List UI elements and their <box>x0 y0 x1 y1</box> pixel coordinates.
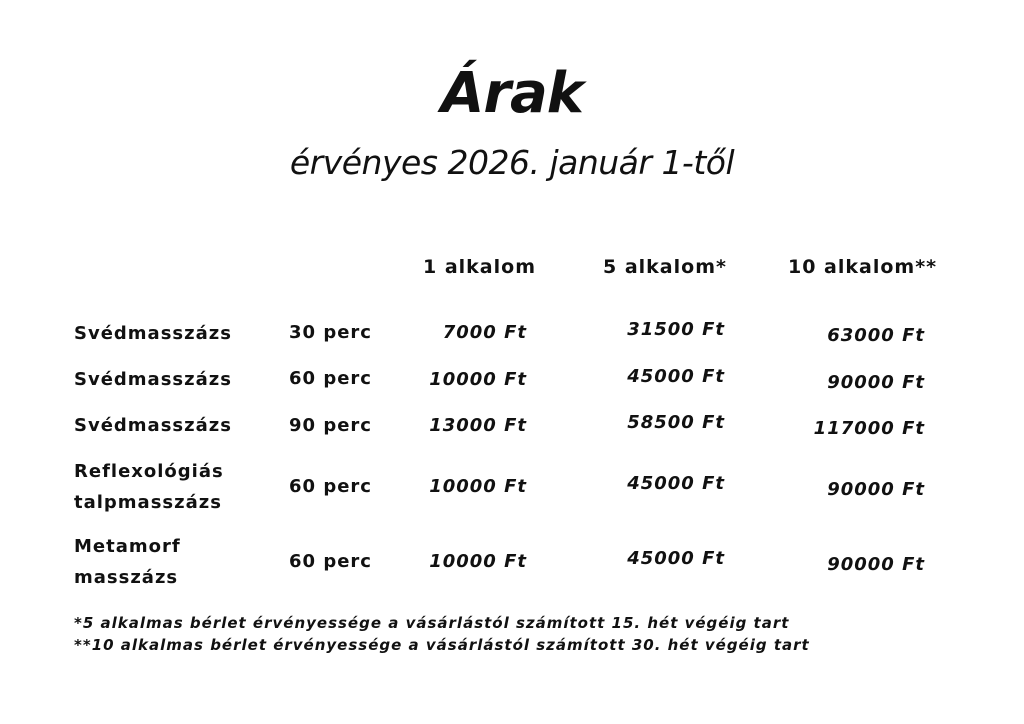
service-duration: 90 perc <box>289 415 372 436</box>
footnote-10-sessions: **10 alkalmas bérlet érvényessége a vásárlástól számított 30. hét végéig tart <box>74 636 810 654</box>
price-1-session: 13000 Ft <box>429 415 527 436</box>
service-name: Svédmasszázs <box>74 415 232 436</box>
price-10-sessions: 90000 Ft <box>827 372 925 393</box>
page-title: Árak <box>441 61 583 126</box>
price-5-sessions: 45000 Ft <box>627 548 725 569</box>
column-header-10-sessions: 10 alkalom** <box>788 256 938 278</box>
price-10-sessions: 63000 Ft <box>827 325 925 346</box>
price-5-sessions: 31500 Ft <box>627 319 725 340</box>
service-duration: 60 perc <box>289 368 372 389</box>
service-name: Svédmasszázs <box>74 323 232 344</box>
service-name-line2: talpmasszázs <box>74 492 222 513</box>
footnote-5-sessions: *5 alkalmas bérlet érvényessége a vásárlástól számított 15. hét végéig tart <box>74 614 790 632</box>
price-10-sessions: 90000 Ft <box>827 554 925 575</box>
column-header-1-session: 1 alkalom <box>423 256 536 278</box>
service-name: Reflexológiás <box>74 461 224 482</box>
price-1-session: 10000 Ft <box>429 551 527 572</box>
service-name: Svédmasszázs <box>74 369 232 390</box>
price-10-sessions: 90000 Ft <box>827 479 925 500</box>
service-name-line2: masszázs <box>74 567 179 588</box>
price-5-sessions: 45000 Ft <box>627 366 725 387</box>
price-1-session: 7000 Ft <box>442 322 527 343</box>
page-subtitle: érvényes 2026. január 1-től <box>289 143 735 182</box>
service-duration: 60 perc <box>289 551 372 572</box>
price-5-sessions: 45000 Ft <box>627 473 725 494</box>
service-duration: 30 perc <box>289 322 372 343</box>
price-5-sessions: 58500 Ft <box>627 412 725 433</box>
column-header-5-sessions: 5 alkalom* <box>603 256 727 278</box>
price-10-sessions: 117000 Ft <box>813 418 925 439</box>
price-1-session: 10000 Ft <box>429 476 527 497</box>
price-1-session: 10000 Ft <box>429 369 527 390</box>
service-duration: 60 perc <box>289 476 372 497</box>
service-name: Metamorf <box>74 536 181 557</box>
